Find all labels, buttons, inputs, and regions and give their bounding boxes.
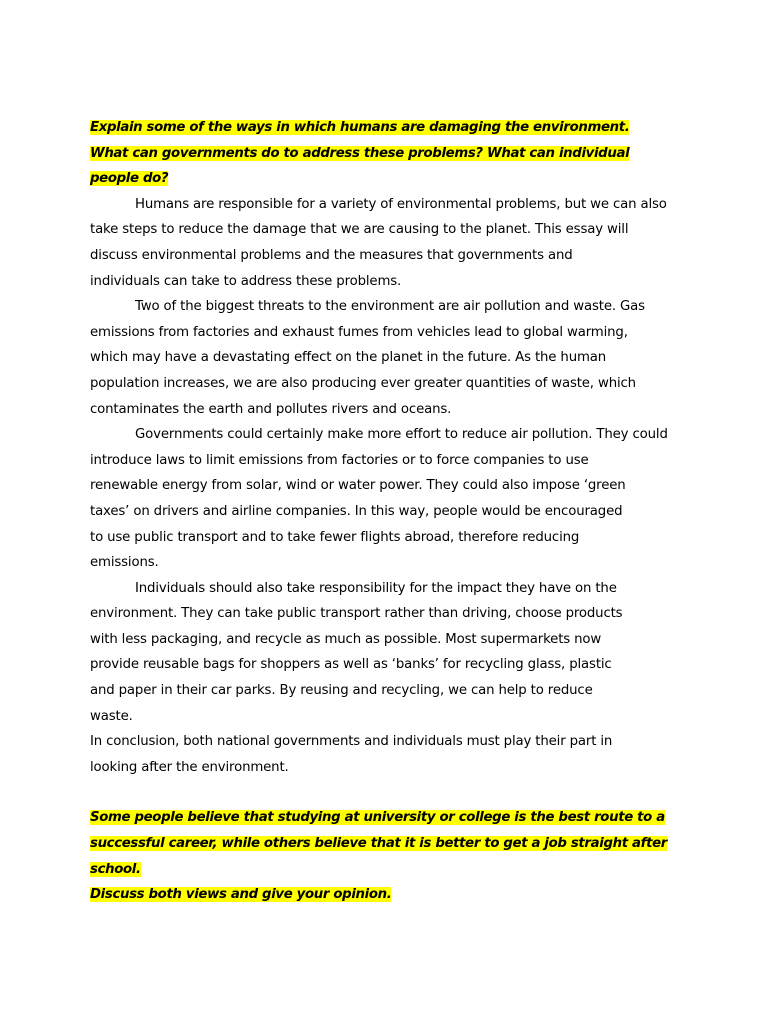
text-line: Two of the biggest threats to the environment are air pollution and waste. Gas [135, 299, 645, 315]
text-line: to use public transport and to take fewer flights abroad, therefore reducing [90, 529, 580, 545]
text-line: taxes’ on drivers and airline companies. In this way, people would be encouraged [90, 503, 623, 519]
text-line: contaminates the earth and pollutes rivers and oceans. [90, 401, 452, 417]
text-line: discuss environmental problems and the measures that governments and [90, 247, 573, 263]
text-line: environment. They can take public transport rather than driving, choose products [90, 606, 623, 622]
text-line: waste. [90, 708, 133, 724]
text-line: and paper in their car parks. By reusing and recycling, we can help to reduce [90, 683, 593, 699]
text-line: population increases, we are also producing ever greater quantities of waste, which [90, 375, 636, 391]
essay-prompt-1 [90, 115, 650, 192]
text-line: emissions from factories and exhaust fumes from vehicles lead to global warming, [90, 324, 628, 340]
prompt-line: school. [90, 861, 141, 877]
blank-line [90, 780, 650, 805]
text-line: Humans are responsible for a variety of environmental problems, but we can also [135, 196, 667, 212]
text-line: In conclusion, both national governments and individuals must play their part in [90, 734, 613, 750]
text-line: Individuals should also take responsibility for the impact they have on the [135, 580, 617, 596]
text-line: emissions. [90, 555, 159, 571]
document-page [90, 115, 668, 908]
paragraph-problems [90, 294, 650, 422]
prompt-line: Discuss both views and give your opinion. [90, 887, 392, 903]
paragraph-governments [90, 422, 668, 576]
essay-prompt-2 [90, 805, 667, 907]
prompt-line: Some people believe that studying at university or college is the best route to a [90, 810, 665, 826]
paragraph-conclusion [90, 729, 650, 780]
text-line: take steps to reduce the damage that we are causing to the planet. This essay will [90, 222, 629, 238]
prompt-line: What can governments do to address these problems? What can individual [90, 145, 630, 161]
text-line: with less packaging, and recycle as much as possible. Most supermarkets now [90, 631, 602, 647]
essay-body [90, 192, 668, 781]
text-line: which may have a devastating effect on the planet in the future. As the human [90, 350, 607, 366]
prompt-line: people do? [90, 171, 169, 187]
paragraph-individuals [90, 576, 650, 730]
text-line: provide reusable bags for shoppers as well as ‘banks’ for recycling glass, plastic [90, 657, 612, 673]
prompt-line: successful career, while others believe that it is better to get a job straight after [90, 836, 667, 852]
text-line: Governments could certainly make more effort to reduce air pollution. They could [135, 427, 668, 443]
paragraph-introduction [90, 192, 667, 294]
text-line: renewable energy from solar, wind or water power. They could also impose ‘green [90, 478, 626, 494]
text-line: looking after the environment. [90, 759, 289, 775]
text-line: introduce laws to limit emissions from factories or to force companies to use [90, 452, 589, 468]
prompt-line: Explain some of the ways in which humans are damaging the environment. [90, 120, 630, 135]
text-line: individuals can take to address these problems. [90, 273, 402, 289]
